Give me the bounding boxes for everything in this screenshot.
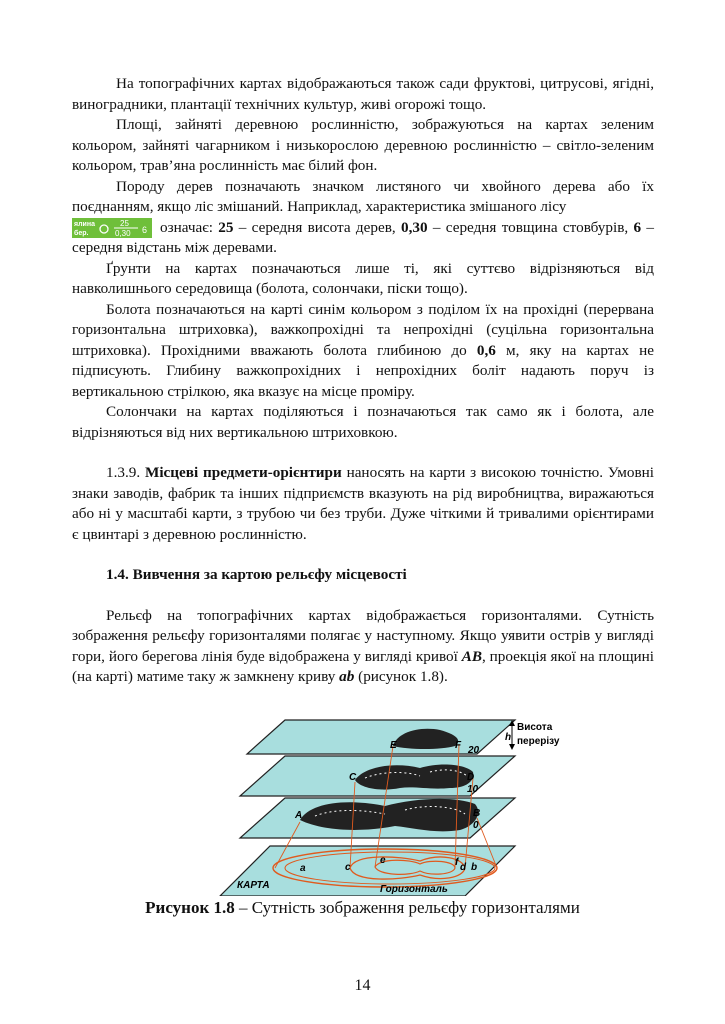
paragraph-salt-marshes: Солончаки на картах поділяються і позначаються так само як і болота, але відрізняються від них вертикальною штриховкою. xyxy=(72,403,654,441)
label-contour: Горизонталь xyxy=(380,884,448,895)
paragraph-orchards: На топографічних картах відображаються також сади фруктові, цитрусові, ягідні, виноградники, плантації технічних культур, живі огорожі тощо. xyxy=(72,75,654,113)
text-span: Рельєф на топографічних картах відображається горизонталями. Сутність зображення рельєфу горизонталями полягає у наступному. Якщо уявити острів у вигляді гори, його берегова лінія буде відображена у вигляді кривої xyxy=(72,606,654,665)
paragraph-landmarks xyxy=(72,463,654,545)
text-span: – середня товщина стовбурів, xyxy=(427,218,634,236)
text-italic-bold: АВ xyxy=(461,647,482,665)
text-bold: Місцеві предмети-орієнтири xyxy=(144,464,342,481)
paragraph-soils: Ґрунти на картах позначаються лише ті, які суттєво відрізняються від навколишнього середовища (болота, солончаки, піски тощо). xyxy=(72,259,654,297)
document-body xyxy=(72,74,654,688)
text-span: означає: xyxy=(160,218,219,236)
paragraph-relief xyxy=(72,606,654,688)
point-c: c xyxy=(345,862,351,873)
point-F: F xyxy=(455,740,462,751)
elev-20: 20 xyxy=(468,745,480,756)
paragraph-swamps xyxy=(72,300,654,403)
sign-thickness: 0,30 xyxy=(115,228,131,238)
point-a: a xyxy=(300,863,306,874)
label-map: КАРТА xyxy=(237,880,270,891)
text-bold: 6 xyxy=(633,218,642,236)
sign-height: 25 xyxy=(120,218,129,228)
figure-caption xyxy=(0,898,725,918)
point-e: e xyxy=(380,855,386,866)
sign-species-2: бер. xyxy=(74,229,89,237)
elev-0: 0 xyxy=(473,820,479,831)
text-span: 1.3.9. xyxy=(106,464,145,481)
point-E: E xyxy=(390,740,397,751)
point-b: b xyxy=(471,862,478,873)
text-bold: 0,6 xyxy=(476,341,496,359)
label-section: перерізу xyxy=(517,736,560,747)
text-span: м, яку на картах не підписують. Глибину важкопрохідних і непрохідних боліт надають поруч із вертикальною стрілкою, яка вказує на місце проміру. xyxy=(72,341,654,400)
figure-relief-contours xyxy=(215,718,575,896)
caption-number: Рисунок 1.8 xyxy=(145,898,235,917)
text-bold: 0,30 xyxy=(401,218,428,236)
elev-10: 10 xyxy=(467,784,479,795)
text-span: наносять на карти з високою точністю. Умовні знаки заводів, фабрик та інших підприємств вказують на рід виробництва, виражаються або ні у масштабі карти, з трубою чи без труби. Дуже чіткими й тривалими орієнтирами є цвинтарі з деревною рослинністю. xyxy=(72,464,655,543)
point-f: f xyxy=(455,857,459,868)
point-A: A xyxy=(295,810,303,821)
page-number: 14 xyxy=(354,977,371,994)
paragraph-vegetation-colors: Площі, зайняті деревною рослинністю, зображуються на картах зеленим кольором, зайняті чагарником і низькорослою деревною рослинністю – світло-зеленим кольором, трав’яна рослинність має білий фон. xyxy=(72,116,654,174)
sign-distance: 6 xyxy=(142,224,148,235)
text-bold: 25 xyxy=(218,218,234,236)
label-height: Висота xyxy=(517,722,553,733)
text-italic-bold: ab xyxy=(339,668,355,685)
section-heading: 1.4. Вивчення за картою рельєфу місцевості xyxy=(106,566,407,583)
text-span: – середня висота дерев, xyxy=(233,218,401,236)
paragraph-tree-species xyxy=(72,177,654,259)
text-span: Породу дерев позначають значком листяного чи хвойного дерева або їх поєднанням, якщо ліс змішаний. Наприклад, характеристика змішаного лісу xyxy=(72,177,654,215)
label-h: h xyxy=(505,732,512,743)
text-span: (рисунок 1.8). xyxy=(354,668,448,685)
point-B: B xyxy=(473,808,481,819)
point-d: d xyxy=(460,862,467,873)
point-C: C xyxy=(349,772,357,783)
caption-text: – Сутність зображення рельєфу горизонталями xyxy=(234,898,580,917)
forest-characteristic-sign xyxy=(72,218,152,238)
point-D: D xyxy=(467,772,475,783)
text-span: – середня відстань між деревами. xyxy=(72,218,654,256)
text-span: Болота позначаються на карті синім кольором з поділом їх на прохідні (перервана горизонтальна штриховка), важкопрохідні та непрохідні (суцільна горизонтальна штриховка). Прохідними вважають болота глибиною до xyxy=(72,300,654,359)
sign-species-1: ялина xyxy=(74,220,95,228)
text-span: , проекція якої на площині (на карті) матиме таку ж замкнену криву xyxy=(72,647,654,685)
